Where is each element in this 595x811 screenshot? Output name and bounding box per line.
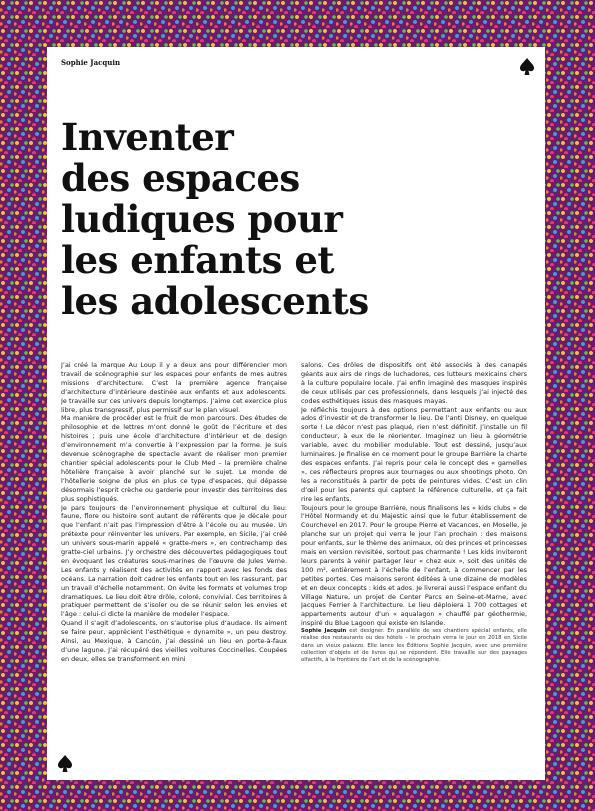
body-column-left [61,361,287,773]
bio-text: est designer. En parallèle de ses chantiers spécial enfants, elle réalise des restaurants ou des hôtels – le prochain verra le jour en 2018 en Sicile dans un vieux palazzo. Elle lance les Éditions Sophie Jacquin, avec une première collection d’objets et de livres qui se répondent. Elle travaille sur des paysages olfactifs, à la frontière de l’art et de la scénographie. [301,628,527,663]
title-line: Inventer [61,115,234,159]
body-paragraph: salons. Ces drôles de dispositifs ont été associés à des canapés géants aux airs de rings de luchadores, ces lutteurs mexicains chers à la culture populaire locale. J’ai enfin imaginé des masques inspirés de ceux utilisés par ces professionnels, dans lesquels j’ai injecté des codes esthétiques issus des masques mayas. [301,361,527,405]
article-title [61,117,541,322]
body-paragraph: Je pars toujours de l’environnement physique et culturel du lieu: faune, flore ou histoire sont autant de référents que je décale pour que l’enfant n’ait pas l’impression d’être à l’école ou au musée. Un prétexte pour réinventer les univers. Par exemple, en Sicile, j’ai créé un univers sous-marin appelé « gratte-mers », en contrechamp des gratte-ciel urbains. J’y orchestre des découvertes pédagogiques tout en évoquant les créatures sous-marines de l’œuvre de Jules Verne. Les enfants y réalisent des activités en rapport avec les fonds des océans. La narration doit cadrer les enfants tout en les rassurant, par un travail d’échelle notamment. On évite les formats et volumes trop dramatiques. Le lieu doit être drôle, coloré, convivial. Ces territoires à pratiquer permettent de s’isoler ou de se réunir selon les envies et l’âge : celui-ci dicte la manière de modeler l’espace. [61,503,287,619]
title-line: les adolescents [61,279,369,323]
body-paragraph: Je réfléchis toujours à des options permettant aux enfants ou aux ados d’investir et de transformer le lieu. De l’anti Disney, en quelque sorte ! Le décor n’est pas plaqué, rien n’est définitif. J’installe un fil conducteur, à eux de le réorienter. Imaginez un lieu à géométrie variable, avec du mobilier modulable. Tout est dessiné, jusqu’aux luminaires. Je finalise en ce moment pour le groupe Barrière la charte des espaces enfants. J’ai repris pour cela le concept des « gamelles », ces réflecteurs propres aux tournages ou aux shootings photo. On les a reconstitués à partir de pots de peintures vides. C’est un clin d’œil pour les parents qui captent la référence culturelle, et ça fait rire les enfants. [301,405,527,503]
spade-icon [57,754,73,774]
author-name: Sophie Jacquin [61,58,121,67]
body-column-right [301,361,527,773]
spade-icon [519,57,535,77]
body-paragraph: Ma manière de procéder est le fruit de mon parcours. Des études de philosophie et de lettres m’ont donné le goût de l’écriture et des histoires ; puis une école d’architecture d’intérieur et de design d’environnement m’a convertie à l’expression par la forme. Je suis devenue scénographe de spectacle avant de réaliser mon premier chantier spécial adolescents pour le Club Med – la première chaîne hôtelière française à avoir planché sur le sujet. Le monde de l’hôtellerie soigne de plus en plus ce type d’espaces, qui dépasse désormais l’esprit crèche ou garderie pour investir des territoires des plus sophistiqués. [61,414,287,503]
bio-name: Sophie Jacquin [301,628,347,635]
title-line: les enfants et [61,238,334,282]
author-bio [301,628,527,664]
body-paragraph: J’ai créé la marque Au Loup il y a deux ans pour différencier mon travail de scénographie sur les espaces pour enfants de mes autres missions d’architecture. C’est la première agence française d’architecture d’intérieure destinée aux enfants et aux adolescents. Je travaille sur ces univers depuis longtemps. J’aime cet exercice plus libre, plus transgressif, plus permissif sur le plan visuel. [61,361,287,414]
title-line: ludiques pour [61,197,343,241]
body-paragraph: Quand il s’agit d’adolescents, on s’autorise plus d’audace. Ils aiment se faire peur, apprécient l’esthétique « dynamite », un peu destroy. Ainsi, au Mexique, à Cancún, j’ai dessiné un lieu en porte-à-faux d’une lagune. J’ai récupéré des vieilles voitures Coccinelles. Coupées en deux, elles se transforment en mini [61,619,287,663]
body-paragraph: Toujours pour le groupe Barrière, nous finalisons les « kids clubs » de l’Hôtel Normandy et du Majestic ainsi que le futur établissement de Courchevel en 2017. Pour le groupe Pierre et Vacances, en Moselle, je planche sur un projet qui verra le jour l’an prochain : des maisons pour enfants, sur le thème des animaux, où des princes et princesses mais en version revisitée, sortout pas charmante ! Les kids inviteront leurs parents à venir partager leur « chez eux », soit des unités de 100 m², entièrement à l’échelle de l’enfant, à commencer par les petites portes. Ces maisons seront éditées à une dizaine de modèles et en deux concepts : kids et ados. Je livrerai aussi l’espace enfant du Village Nature, un projet de Center Parcs en Seine-et-Marne, avec Jacques Ferrier à l’architecture. Le lieu déploiera 1 700 cottages et appartements autour d’un « aqualagon » chauffé par géothermie, inspiré du Blue Lagoon qui existe en Islande. [301,503,527,628]
article-page [47,47,545,780]
title-line: des espaces [61,156,300,200]
